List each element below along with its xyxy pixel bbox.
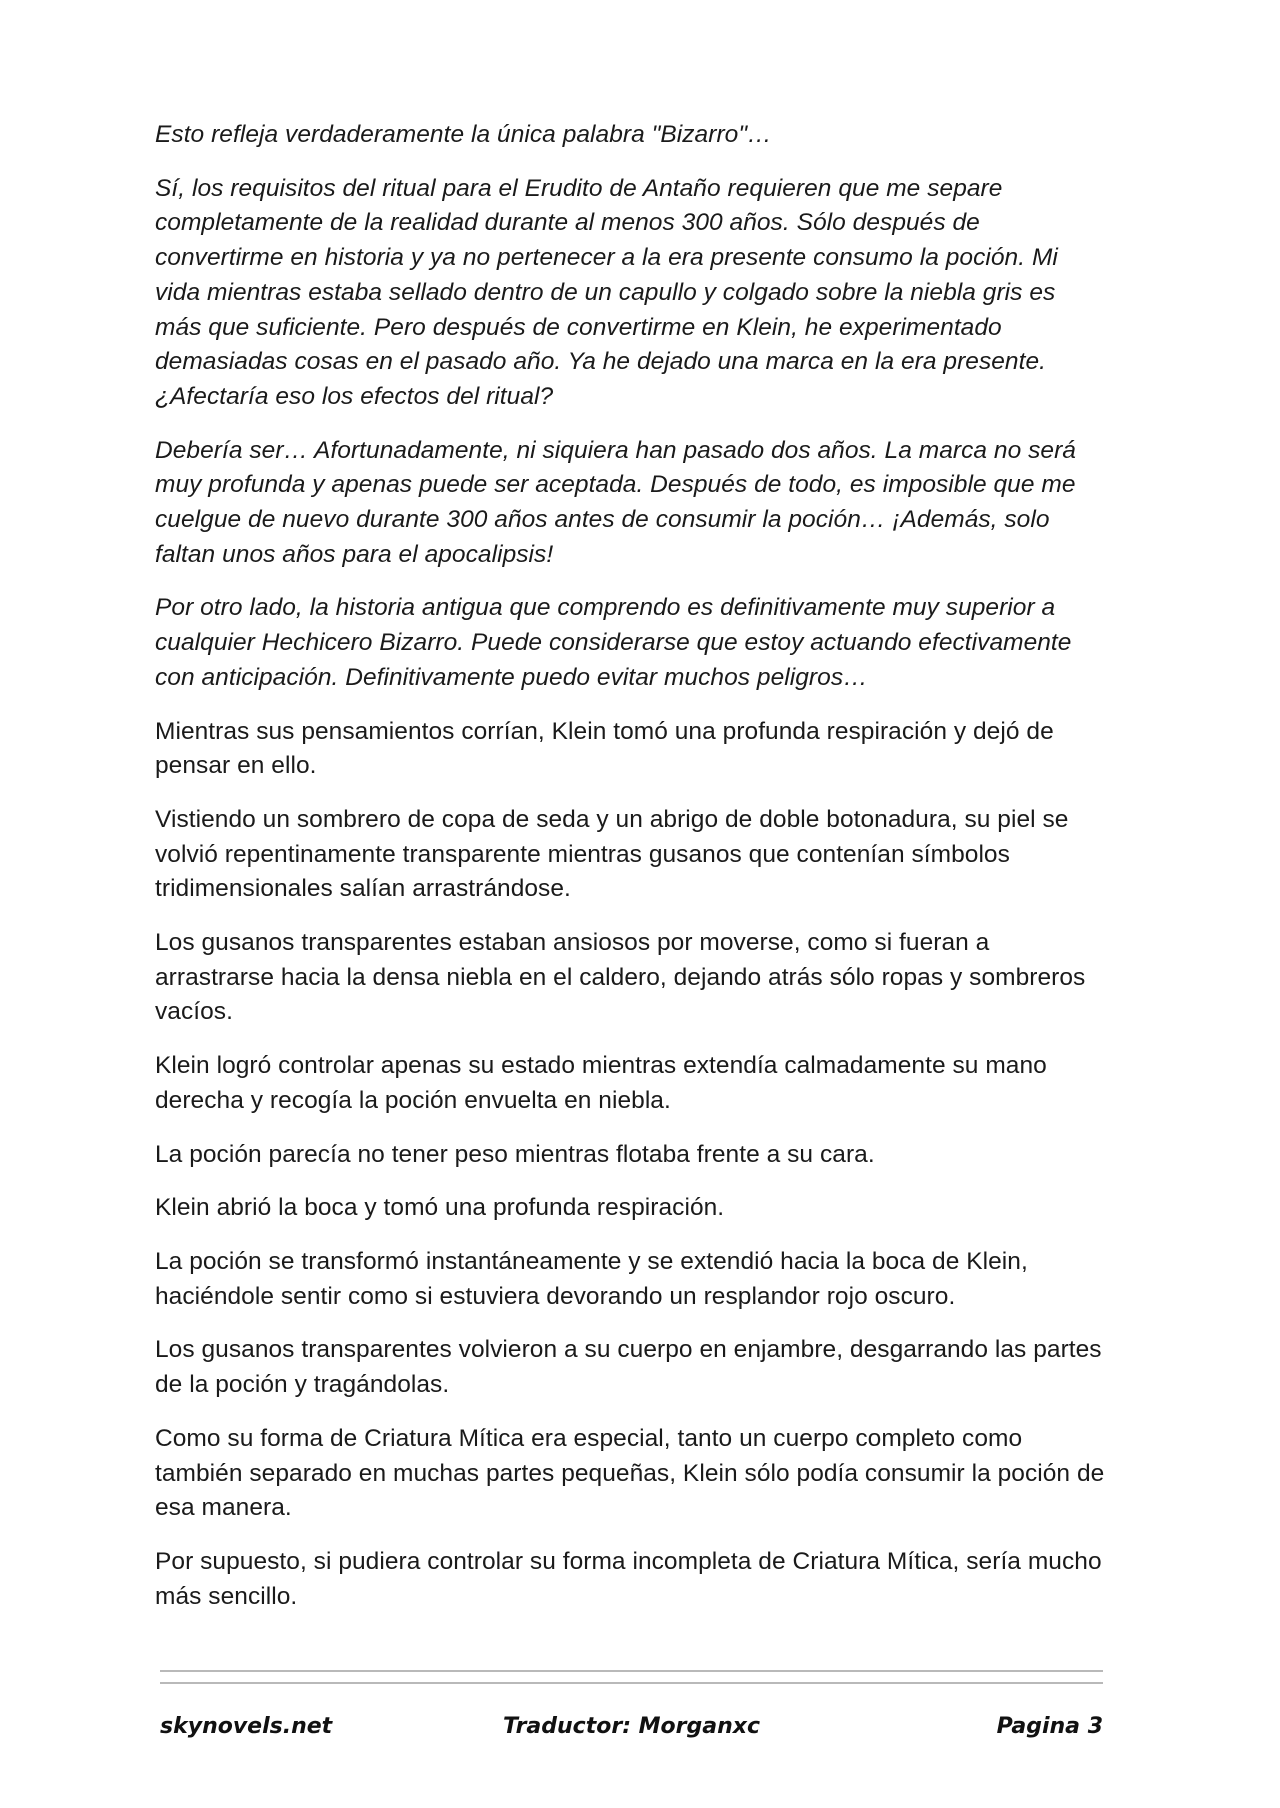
paragraph-14: Por supuesto, si pudiera controlar su forma incompleta de Criatura Mítica, sería mucho más sencillo.	[155, 1547, 1102, 1610]
paragraph-12: Los gusanos transparentes volvieron a su cuerpo en enjambre, desgarrando las partes de la poción y tragándolas.	[155, 1336, 1102, 1399]
page-body	[155, 118, 1105, 1633]
paragraph-5: Mientras sus pensamientos corrían, Klein tomó una profunda respiración y dejó de pensar en ello.	[155, 717, 1054, 780]
footer-divider-bottom	[160, 1682, 1103, 1684]
paragraph-7: Los gusanos transparentes estaban ansiosos por moverse, como si fueran a arrastrarse hacia la densa niebla en el caldero, dejando atrás sólo ropas y sombreros vacíos.	[155, 929, 1086, 1026]
footer-site: skynovels.net	[160, 1714, 333, 1739]
page-footer	[160, 1714, 1103, 1754]
paragraph-10: Klein abrió la boca y tomó una profunda respiración.	[155, 1194, 725, 1222]
paragraph-3: Debería ser… Afortunadamente, ni siquiera han pasado dos años. La marca no será muy profunda y apenas puede ser aceptada. Después de todo, es imposible que me cuelgue de nuevo durante 300 años antes de consumir la poción… ¡Además, solo faltan unos años para el apocalipsis!	[155, 436, 1076, 568]
paragraph-11: La poción se transformó instantáneamente y se extendió hacia la boca de Klein, haciéndole sentir como si estuviera devorando un resplandor rojo oscuro.	[155, 1247, 1028, 1310]
paragraph-8: Klein logró controlar apenas su estado mientras extendía calmadamente su mano derecha y recogía la poción envuelta en niebla.	[155, 1052, 1047, 1114]
paragraph-13: Como su forma de Criatura Mítica era especial, tanto un cuerpo completo como también separado en muchas partes pequeñas, Klein sólo podía consumir la poción de esa manera.	[155, 1424, 1105, 1522]
footer-page-number: Pagina 3	[996, 1714, 1103, 1739]
paragraph-2: Sí, los requisitos del ritual para el Erudito de Antaño requieren que me separe completamente de la realidad durante al menos 300 años. Sólo después de convertirme en historia y ya no pertenecer a la era presente consumo la poción. Mi vida mientras estaba sellado dentro de un capullo y colgado sobre la niebla gris es más que suficiente. Pero después de convertirme en Klein, he experimentado demasiadas cosas en el pasado año. Ya he dejado una marca en la era presente. ¿Afectaría eso los efectos del ritual?	[155, 174, 1058, 410]
paragraph-1: Esto refleja verdaderamente la única palabra "Bizarro"…	[155, 121, 772, 148]
footer-divider-top	[160, 1670, 1103, 1672]
footer-translator: Traductor: Morganxc	[502, 1714, 761, 1739]
paragraph-6: Vistiendo un sombrero de copa de seda y un abrigo de doble botonadura, su piel se volvió repentinamente transparente mientras gusanos que contenían símbolos tridimensionales salían arrastrándose.	[155, 805, 1069, 903]
paragraph-4: Por otro lado, la historia antigua que comprendo es definitivamente muy superior a cualquier Hechicero Bizarro. Puede considerarse que estoy actuando efectivamente con anticipación. Definitivamente puedo evitar muchos peligros…	[155, 594, 1072, 691]
paragraph-9: La poción parecía no tener peso mientras flotaba frente a su cara.	[155, 1140, 875, 1168]
